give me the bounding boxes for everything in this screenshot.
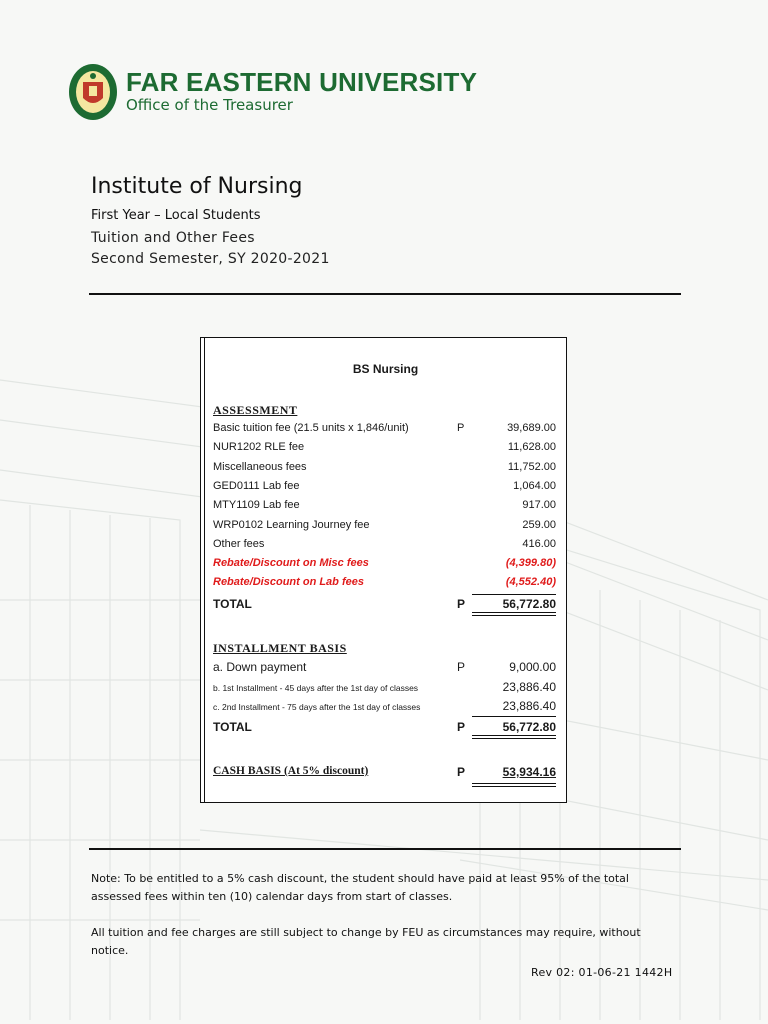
row-amount: 259.00: [522, 519, 556, 531]
program-name: BS Nursing: [352, 362, 419, 376]
discount-row: [213, 573, 556, 592]
cash-double-rule: [472, 783, 556, 787]
row-amount: 23,886.40: [502, 699, 556, 713]
total-double-rule: [472, 612, 556, 616]
installment-total-row: [213, 717, 556, 736]
page-subtitle: First Year – Local Students: [91, 208, 261, 223]
table-row: [213, 496, 556, 515]
feu-seal-icon: [68, 62, 118, 122]
table-row: [213, 438, 556, 457]
table-row: [213, 535, 556, 554]
cash-currency: P: [457, 765, 466, 779]
cash-basis-row: [213, 762, 556, 781]
assessment-heading-row: [213, 400, 556, 419]
total-double-rule: [472, 735, 556, 739]
row-label: NUR1202 RLE fee: [213, 441, 305, 453]
table-row: [213, 419, 556, 438]
row-label: c. 2nd Installment - 75 days after the 1st day of classes: [213, 702, 421, 712]
total-top-rule: [472, 594, 556, 595]
row-amount: (4,552.40): [505, 576, 556, 588]
table-row: [213, 516, 556, 535]
office-name: Office of the Treasurer: [126, 96, 293, 114]
semester-label: Second Semester, SY 2020-2021: [91, 251, 330, 267]
table-row: [213, 458, 556, 477]
row-currency: P: [457, 660, 466, 674]
row-label: Basic tuition fee (21.5 units x 1,846/unit): [213, 422, 409, 434]
table-row: [213, 696, 556, 715]
assessment-heading: ASSESSMENT: [213, 403, 298, 417]
table-row: [213, 657, 556, 676]
row-label: a. Down payment: [213, 660, 307, 674]
row-label: Other fees: [213, 538, 265, 550]
row-amount: 11,752.00: [507, 461, 556, 473]
top-divider: [89, 293, 681, 295]
installment-heading: INSTALLMENT BASIS: [213, 641, 347, 655]
row-amount: 917.00: [522, 499, 556, 511]
installment-heading-row: [213, 638, 556, 657]
total-label: TOTAL: [213, 720, 252, 734]
change-notice: All tuition and fee charges are still subject to change by FEU as circumstances may require, without notice.: [91, 926, 641, 957]
row-label: GED0111 Lab fee: [213, 480, 300, 492]
row-label: Miscellaneous fees: [213, 461, 307, 473]
revision-label: Rev 02: 01-06-21 1442H: [531, 966, 673, 979]
cash-basis-label: CASH BASIS (At 5% discount): [213, 765, 369, 777]
university-name: FAR EASTERN UNIVERSITY: [126, 67, 478, 97]
table-row: [213, 477, 556, 496]
fee-description: Tuition and Other Fees: [91, 230, 255, 246]
total-amount: 56,772.80: [502, 720, 556, 734]
total-label: TOTAL: [213, 597, 252, 611]
row-amount: 1,064.00: [513, 480, 556, 492]
total-amount: 56,772.80: [502, 597, 556, 611]
cash-discount-note: Note: To be entitled to a 5% cash discount, the student should have paid at least 95% of the total assessed fees within ten (10) calendar days from start of classes.: [91, 872, 629, 903]
row-label: b. 1st Installment - 45 days after the 1st day of classes: [213, 683, 419, 693]
row-label: MTY1109 Lab fee: [213, 499, 300, 511]
page-title: Institute of Nursing: [91, 174, 303, 199]
row-amount: 9,000.00: [509, 660, 556, 674]
assessment-total-row: [213, 594, 556, 613]
fee-table-inner: [204, 338, 566, 802]
fee-table: [200, 337, 567, 803]
row-label: Rebate/Discount on Lab fees: [213, 576, 364, 588]
table-row: [213, 677, 556, 696]
row-label: Rebate/Discount on Misc fees: [213, 557, 369, 569]
total-currency: P: [457, 720, 466, 734]
row-label: WRP0102 Learning Journey fee: [213, 519, 370, 531]
row-amount: 23,886.40: [502, 680, 556, 694]
row-amount: 416.00: [522, 538, 556, 550]
cash-amount: 53,934.16: [502, 765, 556, 779]
total-currency: P: [457, 597, 466, 611]
row-amount: 11,628.00: [507, 441, 556, 453]
bottom-divider: [89, 848, 681, 850]
row-currency: P: [457, 422, 465, 434]
total-top-rule: [472, 716, 556, 717]
university-header: [68, 60, 477, 124]
row-amount: (4,399.80): [505, 557, 556, 569]
discount-row: [213, 554, 556, 573]
row-amount: 39,689.00: [507, 422, 556, 434]
